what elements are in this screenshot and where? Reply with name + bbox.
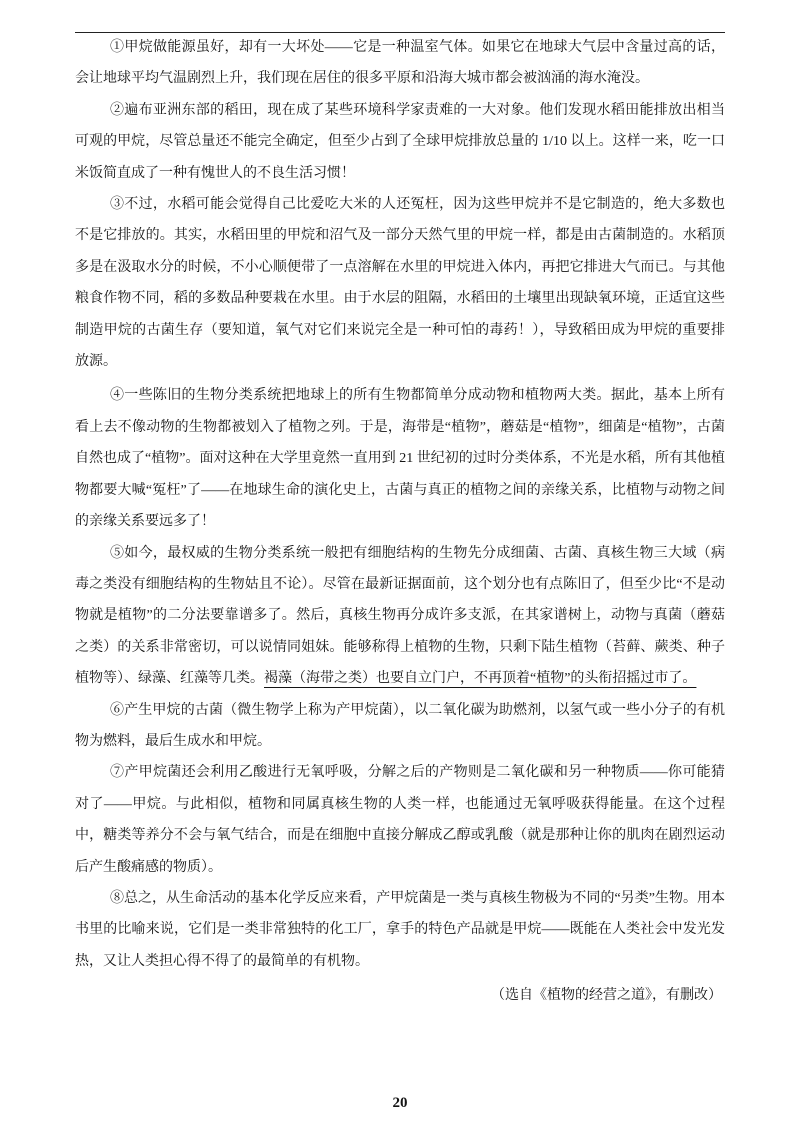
paragraph-1: ①甲烷做能源虽好，却有一大坏处——它是一种温室气体。如果它在地球大气层中含量过高的话，会让地球平均气温剧烈上升，我们现在居住的很多平原和沿海大城市都会被汹涌的海水淹没。 bbox=[75, 40, 725, 87]
source-citation: （选自《植物的经营之道》，有删改） bbox=[491, 988, 722, 1004]
paragraph-5-text: ⑤如今，最权威的生物分类系统一般把有细胞结构的生物先分成细菌、古菌、真核生物三大域（病毒之类没有细胞结构的生物姑且不论）。尽管在最新证据面前，这个划分也有点陈旧了，但至少比“不是动物就是植物”的二分法要靠谱多了。然后，真核生物再分成许多支派，在其家谱树上，动物与真菌（蘑菇之类）的关系非常密切，可以说情同姐妹。能够称得上植物的生物，只剩下陆生植物（苔藓、蕨类、种子植物等）、绿藻、红藻等几类。 bbox=[75, 545, 725, 687]
paragraph-3: ③不过，水稻可能会觉得自己比爱吃大米的人还冤枉，因为这些甲烷并不是它制造的，绝大多数也不是它排放的。其实，水稻田里的甲烷和沼气及一部分天然气里的甲烷一样，都是由古菌制造的。水稻顶多是在汲取水分的时候，不小心顺便带了一点溶解在水里的甲烷进入体内，再把它排进大气而已。与其他粮食作物不同，稻的多数品种要栽在水里。由于水层的阻隔，水稻田的土壤里出现缺氧环境，正适宜这些制造甲烷的古菌生存（要知道，氧气对它们来说完全是一种可怕的毒药！），导致稻田成为甲烷的重要排放源。 bbox=[75, 197, 725, 370]
underlined-sentence: 褐藻（海带之类）也要自立门户，不再顶着“植物”的头衔招摇过市了。 bbox=[264, 671, 697, 687]
paragraph-5 bbox=[75, 538, 725, 695]
paragraph-4: ④一些陈旧的生物分类系统把地球上的所有生物都简单分成动物和植物两大类。据此，基本上所有看上去不像动物的生物都被划入了植物之列。于是，海带是“植物”，蘑菇是“植物”，细菌是“植物”，古菌自然也成了“植物”。面对这种在大学里竟然一直用到 21 世纪初的过时分类体系，不光是水稻，所有其他植物都要大喊“冤枉”了——在地球生命的演化史上，古菌与真正的植物之间的亲缘关系，比植物与动物之间的亲缘关系要远多了！ bbox=[75, 388, 725, 530]
paragraph-2: ②遍布亚洲东部的稻田，现在成了某些环境科学家责难的一大对象。他们发现水稻田能排放出相当可观的甲烷，尽管总量还不能完全确定，但至少占到了全球甲烷排放总量的 1/10 以上。这样一来，吃一口米饭简直成了一种有愧世人的不良生活习惯！ bbox=[75, 102, 725, 181]
page-number: 20 bbox=[392, 1095, 408, 1111]
paragraph-7: ⑦产甲烷菌还会利用乙酸进行无氧呼吸，分解之后的产物则是二氧化碳和另一种物质——你可能猜对了——甲烷。与此相似，植物和同属真核生物的人类一样，也能通过无氧呼吸获得能量。在这个过程中，糖类等养分不会与氧气结合，而是在细胞中直接分解成乙醇或乳酸（就是那种让你的肌肉在剧烈运动后产生酸痛感的物质）。 bbox=[75, 765, 725, 875]
article-body bbox=[75, 32, 725, 1012]
paragraph-8: ⑧总之，从生命活动的基本化学反应来看，产甲烷菌是一类与真核生物极为不同的“另类”生物。用本书里的比喻来说，它们是一类非常独特的化工厂，拿手的特色产品就是甲烷——既能在人类社会中发光发热，又让人类担心得不得了的最简单的有机物。 bbox=[75, 890, 725, 969]
paragraph-6: ⑥产生甲烷的古菌（微生物学上称为产甲烷菌），以二氧化碳为助燃剂，以氢气或一些小分子的有机物为燃料，最后生成水和甲烷。 bbox=[75, 702, 725, 749]
